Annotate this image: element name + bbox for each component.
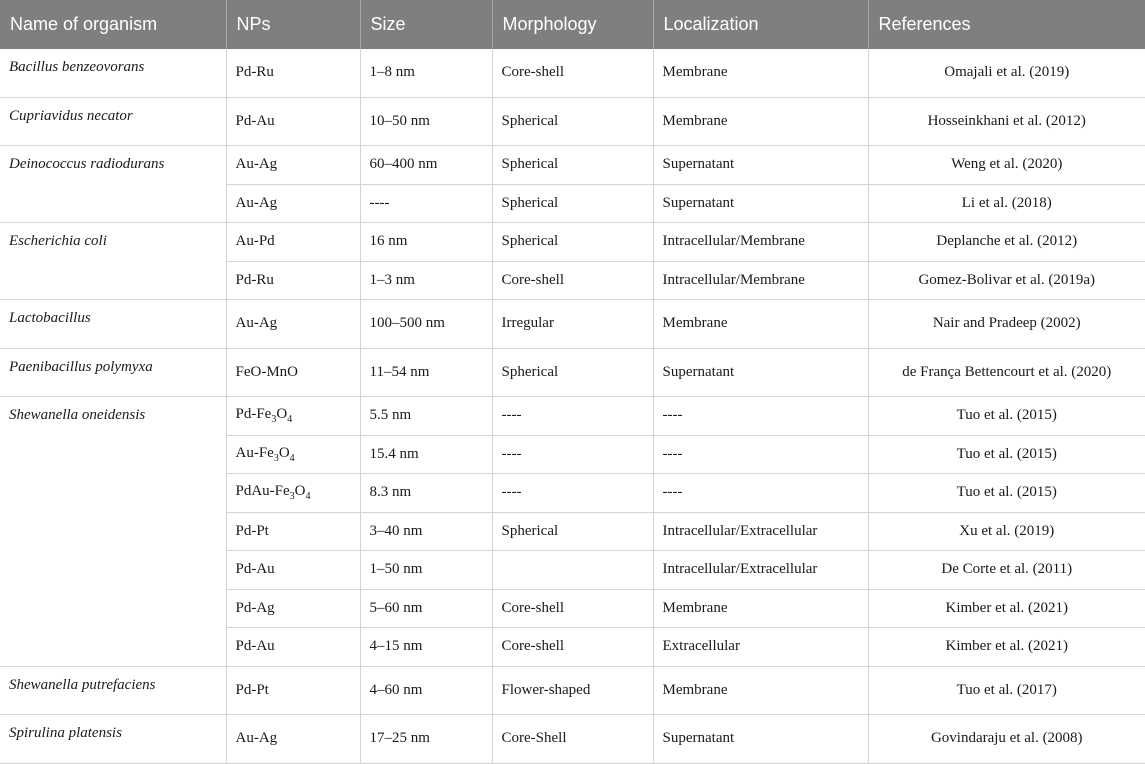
localization-cell: Membrane bbox=[653, 97, 868, 146]
size-cell: 16 nm bbox=[360, 223, 492, 262]
localization-cell: Membrane bbox=[653, 666, 868, 715]
size-cell: ---- bbox=[360, 184, 492, 223]
localization-cell: Intracellular/Membrane bbox=[653, 261, 868, 300]
reference-cell: Tuo et al. (2017) bbox=[868, 666, 1145, 715]
localization-cell: Supernatant bbox=[653, 715, 868, 764]
reference-cell: de França Bettencourt et al. (2020) bbox=[868, 348, 1145, 397]
np-cell: Au-Ag bbox=[226, 715, 360, 764]
np-cell: Pd-Au bbox=[226, 97, 360, 146]
reference-cell: Deplanche et al. (2012) bbox=[868, 223, 1145, 262]
table-row bbox=[0, 715, 1145, 764]
header-nps: NPs bbox=[226, 0, 360, 49]
localization-cell: ---- bbox=[653, 397, 868, 436]
reference-cell: Tuo et al. (2015) bbox=[868, 397, 1145, 436]
np-cell: FeO-MnO bbox=[226, 348, 360, 397]
morphology-cell: Core-shell bbox=[492, 261, 653, 300]
localization-cell: Extracellular bbox=[653, 628, 868, 667]
table-body bbox=[0, 49, 1145, 763]
morphology-cell: Spherical bbox=[492, 146, 653, 185]
np-cell: Au-Ag bbox=[226, 184, 360, 223]
header-organism: Name of organism bbox=[0, 0, 226, 49]
size-cell: 15.4 nm bbox=[360, 435, 492, 474]
morphology-cell: Irregular bbox=[492, 300, 653, 349]
np-cell: Pd-Ru bbox=[226, 49, 360, 97]
localization-cell: ---- bbox=[653, 435, 868, 474]
reference-cell: Weng et al. (2020) bbox=[868, 146, 1145, 185]
size-cell: 5–60 nm bbox=[360, 589, 492, 628]
morphology-cell: Spherical bbox=[492, 512, 653, 551]
np-cell: Au-Ag bbox=[226, 146, 360, 185]
size-cell: 1–3 nm bbox=[360, 261, 492, 300]
localization-cell: Supernatant bbox=[653, 184, 868, 223]
size-cell: 1–8 nm bbox=[360, 49, 492, 97]
reference-cell: Kimber et al. (2021) bbox=[868, 628, 1145, 667]
size-cell: 1–50 nm bbox=[360, 551, 492, 590]
localization-cell: Membrane bbox=[653, 589, 868, 628]
localization-cell: Membrane bbox=[653, 49, 868, 97]
table-row bbox=[0, 223, 1145, 262]
organism-cell: Spirulina platensis bbox=[0, 715, 226, 764]
table-row bbox=[0, 348, 1145, 397]
reference-cell: Kimber et al. (2021) bbox=[868, 589, 1145, 628]
reference-cell: Nair and Pradeep (2002) bbox=[868, 300, 1145, 349]
header-references: References bbox=[868, 0, 1145, 49]
np-cell: Pd-Au bbox=[226, 551, 360, 590]
organism-cell: Shewanella oneidensis bbox=[0, 397, 226, 667]
morphology-cell: Spherical bbox=[492, 184, 653, 223]
reference-cell: De Corte et al. (2011) bbox=[868, 551, 1145, 590]
reference-cell: Tuo et al. (2015) bbox=[868, 435, 1145, 474]
np-cell: PdAu-$Fe_3O_4$ bbox=[226, 474, 360, 513]
size-cell: 4–15 nm bbox=[360, 628, 492, 667]
size-cell: 60–400 nm bbox=[360, 146, 492, 185]
header-size: Size bbox=[360, 0, 492, 49]
size-cell: 11–54 nm bbox=[360, 348, 492, 397]
reference-cell: Tuo et al. (2015) bbox=[868, 474, 1145, 513]
header-row bbox=[0, 0, 1145, 49]
np-cell: Pd-Ag bbox=[226, 589, 360, 628]
morphology-cell: Core-shell bbox=[492, 628, 653, 667]
table-row bbox=[0, 146, 1145, 185]
table-row bbox=[0, 666, 1145, 715]
size-cell: 3–40 nm bbox=[360, 512, 492, 551]
table-row bbox=[0, 97, 1145, 146]
np-cell: Pd-Ru bbox=[226, 261, 360, 300]
morphology-cell: Core-Shell bbox=[492, 715, 653, 764]
organism-cell: Paenibacillus polymyxa bbox=[0, 348, 226, 397]
organism-cell: Escherichia coli bbox=[0, 223, 226, 300]
reference-cell: Gomez-Bolivar et al. (2019a) bbox=[868, 261, 1145, 300]
localization-cell: Supernatant bbox=[653, 348, 868, 397]
morphology-cell: Spherical bbox=[492, 348, 653, 397]
np-cell: $Au-Fe_3O_4$ bbox=[226, 435, 360, 474]
reference-cell: Omajali et al. (2019) bbox=[868, 49, 1145, 97]
size-cell: 4–60 nm bbox=[360, 666, 492, 715]
reference-cell: Li et al. (2018) bbox=[868, 184, 1145, 223]
morphology-cell: Spherical bbox=[492, 223, 653, 262]
organism-cell: Lactobacillus bbox=[0, 300, 226, 349]
np-cell: Au-Ag bbox=[226, 300, 360, 349]
organism-cell: Shewanella putrefaciens bbox=[0, 666, 226, 715]
localization-cell: Supernatant bbox=[653, 146, 868, 185]
morphology-cell: Flower-shaped bbox=[492, 666, 653, 715]
np-cell: Pd-Au bbox=[226, 628, 360, 667]
organism-cell: Deinococcus radiodurans bbox=[0, 146, 226, 223]
size-cell: 17–25 nm bbox=[360, 715, 492, 764]
morphology-cell: Spherical bbox=[492, 97, 653, 146]
organism-cell: Cupriavidus necator bbox=[0, 97, 226, 146]
size-cell: 5.5 nm bbox=[360, 397, 492, 436]
localization-cell: Membrane bbox=[653, 300, 868, 349]
table-row bbox=[0, 300, 1145, 349]
localization-cell: Intracellular/Extracellular bbox=[653, 512, 868, 551]
morphology-cell: ---- bbox=[492, 397, 653, 436]
morphology-cell: Core-shell bbox=[492, 49, 653, 97]
size-cell: 10–50 nm bbox=[360, 97, 492, 146]
morphology-cell bbox=[492, 551, 653, 590]
header-localization: Localization bbox=[653, 0, 868, 49]
reference-cell: Govindaraju et al. (2008) bbox=[868, 715, 1145, 764]
localization-cell: Intracellular/Membrane bbox=[653, 223, 868, 262]
table-row bbox=[0, 397, 1145, 436]
table-header bbox=[0, 0, 1145, 49]
size-cell: 8.3 nm bbox=[360, 474, 492, 513]
np-cell: $Pd-Fe_3O_4$ bbox=[226, 397, 360, 436]
morphology-cell: ---- bbox=[492, 474, 653, 513]
organism-cell: Bacillus benzeovorans bbox=[0, 49, 226, 97]
morphology-cell: ---- bbox=[492, 435, 653, 474]
reference-cell: Xu et al. (2019) bbox=[868, 512, 1145, 551]
localization-cell: ---- bbox=[653, 474, 868, 513]
size-cell: 100–500 nm bbox=[360, 300, 492, 349]
reference-cell: Hosseinkhani et al. (2012) bbox=[868, 97, 1145, 146]
header-morphology: Morphology bbox=[492, 0, 653, 49]
np-cell: Pd-Pt bbox=[226, 666, 360, 715]
table-row bbox=[0, 49, 1145, 97]
np-cell: Pd-Pt bbox=[226, 512, 360, 551]
morphology-cell: Core-shell bbox=[492, 589, 653, 628]
localization-cell: Intracellular/Extracellular bbox=[653, 551, 868, 590]
np-cell: Au-Pd bbox=[226, 223, 360, 262]
